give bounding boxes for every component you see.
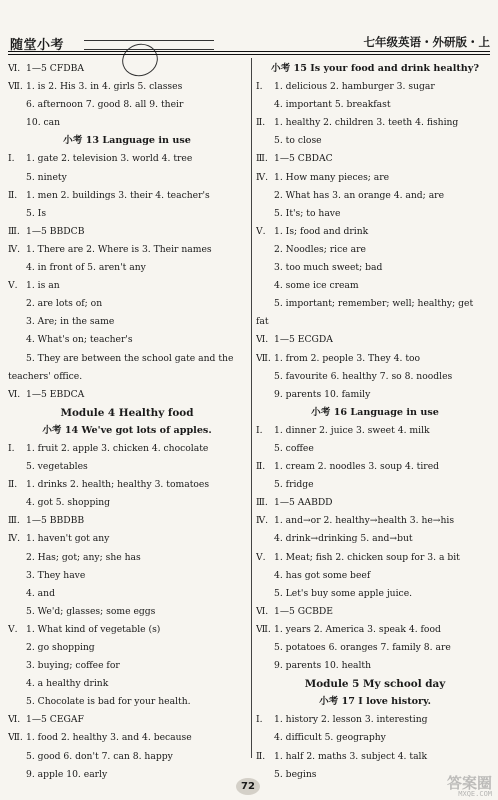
item-answers: 1. history 2. lesson 3. interesting (274, 714, 428, 726)
answer-item (8, 223, 246, 241)
item-numeral: Ⅱ. (8, 479, 18, 491)
item-answers: 1. How many pieces; are (274, 171, 390, 183)
item-answers: 1. healthy 2. children 3. teeth 4. fishing (274, 117, 459, 129)
item-answers: 1. half 2. maths 3. subject 4. talk (274, 750, 428, 762)
answer-item (256, 603, 494, 621)
item-answers: 1—5 AABDD (274, 497, 333, 509)
answer-continuation: 4. some ice cream (274, 280, 359, 292)
answer-continuation: 2. Noodles; rice are (274, 243, 366, 255)
answer-continuation: 5. vegetables (26, 461, 88, 473)
item-answers: 1. What kind of vegetable (s) (26, 623, 161, 635)
item-numeral: Ⅶ. (8, 732, 23, 744)
section-heading: 小考 13 Language in use (63, 135, 191, 147)
answer-continuation: 5. It's; to have (274, 207, 341, 219)
answer-item (256, 621, 494, 639)
answer-continuation: 5. We'd; glasses; some eggs (26, 605, 156, 617)
item-numeral: Ⅵ. (8, 714, 21, 726)
answer-continuation: 5. ninety (26, 171, 67, 183)
answer-item (256, 223, 494, 241)
answer-continuation: 4. What's on; teacher's (26, 334, 133, 346)
brand-title: 随堂小考 (10, 38, 65, 53)
item-answers: 1—5 EBDCA (26, 388, 85, 400)
item-numeral: Ⅵ. (256, 605, 269, 617)
item-answers: 1. is 2. His 3. in 4. girls 5. classes (26, 81, 183, 93)
item-answers: 1. Is; food and drink (274, 225, 369, 237)
item-answers: 1. men 2. buildings 3. their 4. teacher's (26, 189, 210, 201)
item-numeral: Ⅶ. (256, 623, 271, 635)
answer-item (256, 169, 494, 187)
item-numeral: Ⅶ. (8, 81, 23, 93)
answer-continuation: 9. parents 10. health (274, 660, 372, 672)
column-divider (251, 58, 252, 758)
answer-continuation: 5. Is (26, 207, 47, 219)
item-answers: 1. delicious 2. hamburger 3. sugar (274, 81, 435, 93)
answer-item (8, 729, 246, 747)
item-numeral: Ⅵ. (8, 388, 21, 400)
answer-continuation: 2. What has 3. an orange 4. and; are (274, 189, 445, 201)
answer-continuation: 3. buying; coffee for (26, 660, 120, 672)
answer-item (8, 440, 246, 458)
answer-item (8, 150, 246, 168)
item-numeral: Ⅴ. (256, 551, 266, 563)
item-answers: 1. and→or 2. healthy→health 3. he→his (274, 515, 455, 527)
answer-continuation: 4. a healthy drink (26, 678, 109, 690)
answer-continuation: 5. good 6. don't 7. can 8. happy (26, 750, 173, 762)
module-heading: Module 5 My school day (304, 678, 446, 691)
item-answers: 1—5 CBDAC (274, 153, 333, 165)
answer-continuation: 6. afternoon 7. good 8. all 9. their (26, 99, 184, 111)
page-header (0, 0, 498, 52)
item-answers: 1—5 ECGDA (274, 334, 333, 346)
answer-item (8, 512, 246, 530)
item-answers: 1. gate 2. television 3. world 4. tree (26, 153, 193, 165)
section-heading: 小考 14 We've got lots of apples. (42, 424, 212, 436)
item-numeral: Ⅱ. (8, 189, 18, 201)
item-numeral: Ⅲ. (8, 225, 20, 237)
answer-item (256, 350, 494, 368)
answer-continuation: 5. favourite 6. healthy 7. so 8. noodles (274, 370, 453, 382)
module-heading: Module 4 Healthy food (60, 406, 194, 419)
item-numeral: Ⅴ. (256, 225, 266, 237)
item-numeral: Ⅲ. (8, 515, 20, 527)
answer-continuation: 5. Chocolate is bad for your health. (26, 696, 191, 708)
item-answers: 1. drinks 2. health; healthy 3. tomatoes (26, 479, 210, 491)
item-answers: 1. years 2. America 3. speak 4. food (274, 623, 441, 635)
answer-item (8, 386, 246, 404)
item-numeral: Ⅱ. (256, 117, 266, 129)
answer-continuation: 3. too much sweet; bad (274, 262, 383, 274)
answer-continuation: 4. important 5. breakfast (274, 99, 391, 111)
item-answers: 1. cream 2. noodles 3. soup 4. tired (274, 461, 440, 473)
item-answers: 1—5 BBDCB (26, 225, 85, 237)
answer-continuation: 3. They have (26, 569, 86, 581)
answer-item (256, 78, 494, 96)
answer-item (8, 60, 246, 78)
left-column (8, 60, 246, 784)
answer-continuation: 9. apple 10. early (26, 768, 108, 780)
item-answers: 1—5 CEGAF (26, 714, 84, 726)
item-numeral: Ⅳ. (256, 515, 269, 527)
answer-continuation: 5. fridge (274, 479, 314, 491)
answer-continuation: 4. and (26, 587, 55, 599)
answer-item (256, 150, 494, 168)
answer-item (8, 241, 246, 259)
answer-continuation: fat (256, 316, 269, 328)
item-numeral: Ⅰ. (256, 714, 263, 726)
answer-continuation: 2. Has; got; any; she has (26, 551, 141, 563)
item-answers: 1. Meat; fish 2. chicken soup for 3. a bit (274, 551, 460, 563)
watermark-url: MXQE.COM (458, 790, 492, 798)
header-rule (8, 51, 490, 52)
answer-item (8, 187, 246, 205)
item-answers: 1. from 2. people 3. They 4. too (274, 352, 421, 364)
item-numeral: Ⅵ. (8, 63, 21, 74)
section-heading: 小考 16 Language in use (311, 406, 439, 418)
item-numeral: Ⅳ. (8, 533, 21, 545)
answer-continuation: 4. got 5. shopping (26, 497, 111, 509)
right-column (256, 60, 494, 784)
section-heading: 小考 15 Is your food and drink healthy? (271, 63, 479, 74)
item-numeral: Ⅰ. (8, 442, 15, 454)
item-answers: 1. There are 2. Where is 3. Their names (26, 243, 212, 255)
answer-item (256, 512, 494, 530)
section-heading: 小考 17 I love history. (319, 696, 431, 708)
item-answers: 1—5 CFDBA (26, 63, 84, 74)
item-numeral: Ⅵ. (256, 334, 269, 346)
item-answers: 1. food 2. healthy 3. and 4. because (26, 732, 192, 744)
answer-continuation: 5. Let's buy some apple juice. (274, 587, 413, 599)
item-answers: 1—5 GCBDE (274, 605, 333, 617)
item-answers: 1. is an (26, 280, 60, 292)
item-numeral: Ⅰ. (256, 81, 263, 93)
answer-item (256, 458, 494, 476)
answer-item (256, 711, 494, 729)
item-numeral: Ⅴ. (8, 623, 18, 635)
item-numeral: Ⅰ. (256, 424, 263, 436)
item-numeral: Ⅰ. (8, 153, 15, 165)
answer-continuation: 5. important; remember; well; healthy; get (274, 298, 474, 310)
answer-item (8, 530, 246, 548)
answer-item (8, 476, 246, 494)
item-answers: 1—5 BBDBB (26, 515, 85, 527)
item-numeral: Ⅳ. (8, 243, 21, 255)
answer-continuation: 5. coffee (274, 442, 314, 454)
item-numeral: Ⅱ. (256, 750, 266, 762)
answer-continuation: 5. potatoes 6. oranges 7. family 8. are (274, 642, 451, 653)
answer-continuation: 10. can (26, 117, 61, 129)
answer-continuation: 4. in front of 5. aren't any (26, 262, 146, 274)
answer-continuation: 4. has got some beef (274, 569, 371, 581)
answer-item (256, 114, 494, 132)
answer-item (8, 78, 246, 96)
answer-continuation: 3. Are; in the same (26, 316, 115, 328)
answer-continuation: teachers' office. (8, 370, 83, 382)
item-numeral: Ⅱ. (256, 461, 266, 473)
answer-item (256, 549, 494, 567)
item-numeral: Ⅲ. (256, 497, 268, 509)
item-numeral: Ⅴ. (8, 280, 18, 292)
answer-item (256, 748, 494, 766)
answer-item (256, 494, 494, 512)
answer-continuation: 2. are lots of; on (26, 298, 103, 310)
answer-continuation: 4. drink→drinking 5. and→but (274, 533, 413, 545)
watermark-logo: 答案圈 (446, 774, 492, 792)
book-subtitle: 七年级英语・外研版・上 (363, 35, 490, 49)
page-number: 72 (236, 778, 260, 795)
answer-continuation: 5. to close (274, 135, 322, 147)
answer-continuation: 4. difficult 5. geography (274, 732, 386, 744)
answer-item (8, 277, 246, 295)
item-answers: 1. haven't got any (26, 533, 110, 545)
header-rule-thin (8, 54, 490, 55)
answer-item (8, 621, 246, 639)
answer-item (256, 422, 494, 440)
answer-item (8, 711, 246, 729)
answer-item (256, 331, 494, 349)
answer-continuation: 2. go shopping (26, 642, 95, 653)
item-answers: 1. fruit 2. apple 3. chicken 4. chocolate (26, 442, 209, 454)
item-answers: 1. dinner 2. juice 3. sweet 4. milk (274, 424, 430, 436)
answer-continuation: 5. begins (274, 768, 317, 780)
item-numeral: Ⅲ. (256, 153, 268, 165)
answer-continuation: 5. They are between the school gate and the (26, 352, 234, 364)
item-numeral: Ⅶ. (256, 352, 271, 364)
item-numeral: Ⅳ. (256, 171, 269, 183)
answer-continuation: 9. parents 10. family (274, 388, 371, 400)
